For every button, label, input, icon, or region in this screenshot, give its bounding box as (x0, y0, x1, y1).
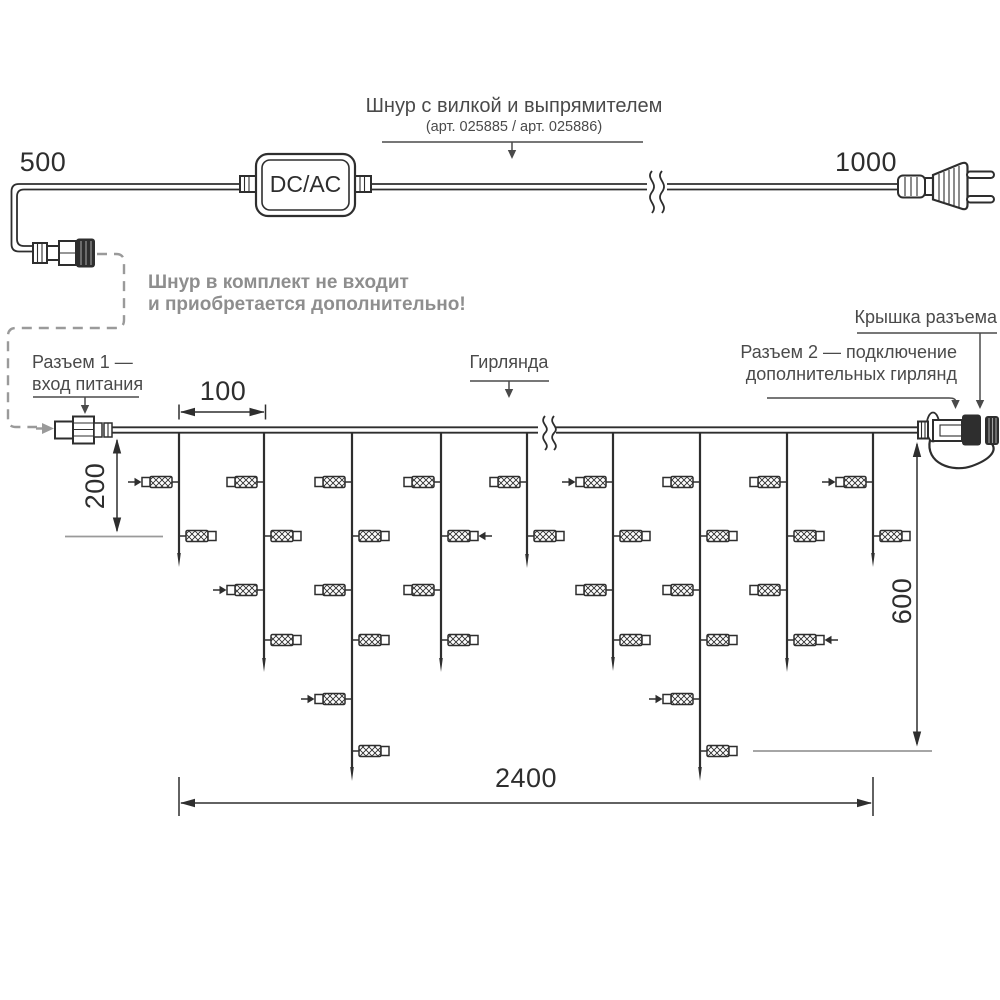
connector-1-pointer (33, 397, 139, 414)
lamp-icon (301, 694, 352, 705)
lamp-icon (562, 477, 613, 488)
dim-2400-label: 2400 (494, 763, 558, 793)
lamp-direction-arrow-icon (829, 478, 836, 486)
garland-drop (128, 433, 216, 567)
lamp-icon (352, 746, 389, 757)
lamp-direction-arrow-icon (656, 695, 663, 703)
drop-tip (525, 554, 529, 568)
garland-label: Гирлянда (469, 352, 549, 372)
lamp-icon (787, 635, 838, 646)
dim-200-label: 200 (80, 462, 110, 510)
cord-subtitle: (арт. 025885 / арт. 025886) (425, 119, 603, 135)
lamp-icon (128, 477, 179, 488)
lamp-direction-arrow-icon (220, 586, 227, 594)
cap-label: Крышка разъема (854, 307, 997, 327)
garland-drop (490, 433, 564, 568)
lamp-icon (404, 585, 441, 596)
lamp-direction-arrow-icon (135, 478, 142, 486)
dcac-label: DC/AC (269, 171, 342, 197)
cord-title-pointer (382, 142, 643, 159)
garland-break-icon (543, 416, 556, 450)
not-included-note-line2: и приобретается дополнительно! (148, 294, 466, 315)
lamp-icon (649, 694, 700, 705)
lamp-icon (613, 531, 650, 542)
lamp-icon (179, 531, 216, 542)
lamp-icon (352, 635, 389, 646)
dim-100-label: 100 (199, 376, 247, 406)
dim-600-label: 600 (887, 577, 917, 625)
lamp-icon (787, 531, 824, 542)
garland-drop (822, 433, 910, 567)
lamp-icon (822, 477, 873, 488)
garland-pointer (470, 381, 549, 398)
connector-1-label-line1: Разъем 1 — (32, 352, 133, 372)
not-included-note-line1: Шнур в комплект не входит (148, 272, 409, 293)
lamp-icon (213, 585, 264, 596)
lamp-icon (700, 746, 737, 757)
connector-2-icon (962, 415, 981, 446)
drop-tip (439, 658, 443, 672)
dim-500-label: 500 (19, 147, 67, 177)
dashed-connection-path (8, 254, 124, 434)
connector-2-pointer (767, 398, 960, 409)
drop-tip (262, 658, 266, 672)
connector-1-icon (55, 417, 112, 444)
garland-wire (112, 416, 918, 450)
garland-drops (128, 433, 910, 781)
connector-2-label-line1: Разъем 2 — подключение (740, 342, 957, 362)
connector-1-label-line2: вход питания (32, 374, 144, 394)
garland-drop (301, 433, 389, 781)
lamp-icon (527, 531, 564, 542)
cord-connector-icon (33, 239, 95, 268)
drop-tip (785, 658, 789, 672)
lamp-icon (613, 635, 650, 646)
lamp-icon (700, 635, 737, 646)
lamp-icon (663, 585, 700, 596)
lamp-icon (441, 531, 492, 542)
power-plug-icon (898, 163, 994, 209)
drop-tip (177, 553, 181, 567)
lamp-direction-arrow-icon (479, 532, 486, 540)
lamp-icon (264, 531, 301, 542)
lamp-icon (227, 477, 264, 488)
cord-break-icon (650, 171, 664, 213)
lamp-direction-arrow-icon (825, 636, 832, 644)
garland-drop (750, 433, 838, 672)
dim-1000-label: 1000 (834, 147, 898, 177)
garland-drop (562, 433, 650, 671)
connector-cap-icon (985, 416, 999, 445)
drop-tip (350, 767, 354, 781)
lamp-icon (315, 585, 352, 596)
lamp-direction-arrow-icon (308, 695, 315, 703)
lamp-icon (576, 585, 613, 596)
lamp-icon (315, 477, 352, 488)
cord-title: Шнур с вилкой и выпрямителем (365, 95, 663, 117)
connector-2-assembly (918, 413, 999, 469)
cap-tether-loop (929, 440, 993, 468)
garland-drop (213, 433, 301, 672)
garland-drop (649, 433, 737, 781)
lamp-icon (404, 477, 441, 488)
lamp-icon (352, 531, 389, 542)
lamp-icon (490, 477, 527, 488)
lamp-icon (700, 531, 737, 542)
drop-tip (611, 657, 615, 671)
lamp-icon (873, 531, 910, 542)
lamp-icon (663, 477, 700, 488)
connector-2-label-line2: дополнительных гирлянд (745, 364, 957, 384)
garland-drop (404, 433, 492, 672)
lamp-icon (750, 585, 787, 596)
lamp-icon (750, 477, 787, 488)
drop-tip (871, 553, 875, 567)
lamp-icon (441, 635, 478, 646)
drop-tip (698, 767, 702, 781)
lamp-icon (264, 635, 301, 646)
dimension-100 (179, 405, 266, 420)
lamp-direction-arrow-icon (569, 478, 576, 486)
